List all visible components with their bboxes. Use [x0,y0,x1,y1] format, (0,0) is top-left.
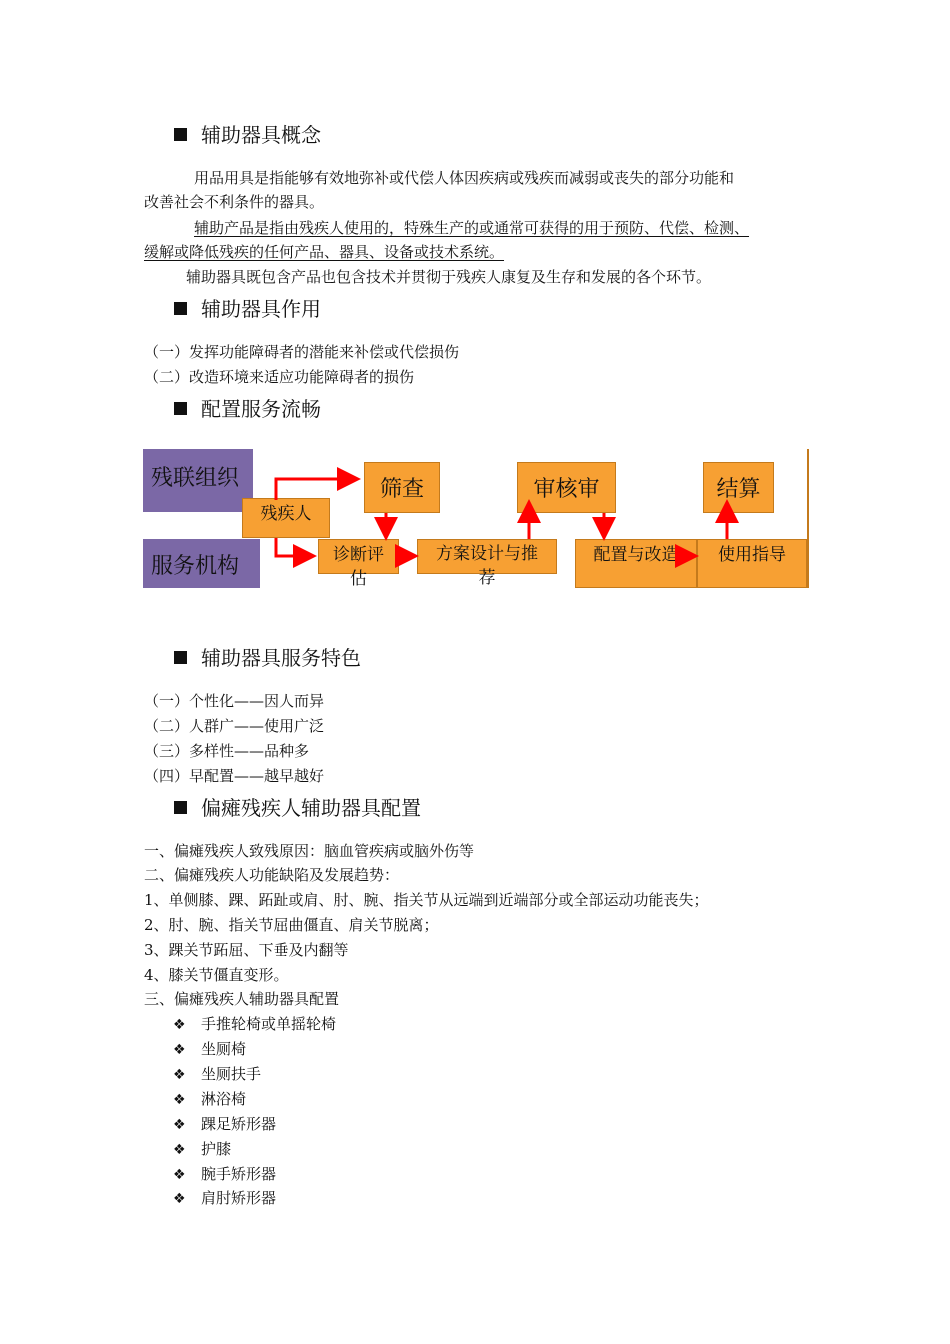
list-item: ❖ 腕手矫形器 [173,1163,276,1186]
box-fit: 配置与改造 [575,539,697,588]
square-bullet-icon [174,651,187,664]
concept-p2-line1: 辅助产品是指由残疾人使用的，特殊生产的或通常可获得的用于预防、代偿、检测、 [194,219,750,237]
box-person: 残疾人 [242,498,330,538]
box-service: 服务机构 [143,539,260,588]
concept-p2-line2: 缓解或降低残疾的任何产品、器具、设备或技术系统。 [144,243,505,261]
heading-hemiplegia: 偏瘫残疾人辅助器具配置 [174,796,421,820]
square-bullet-icon [174,402,187,415]
diamond-bullet-icon: ❖ [173,1042,186,1058]
heading-features: 辅助器具服务特色 [174,646,361,670]
list-item: ❖ 淋浴椅 [173,1088,246,1111]
square-bullet-icon [174,801,187,814]
diamond-bullet-icon: ❖ [173,1067,186,1083]
features-item-3: （三）多样性——品种多 [144,742,310,760]
square-bullet-icon [174,128,187,141]
function-item-2: （二）改造环境来适应功能障碍者的损伤 [144,368,415,386]
box-settle: 结算 [703,462,774,513]
list-item: ❖ 护膝 [173,1138,231,1161]
diamond-bullet-icon: ❖ [173,1142,186,1158]
square-bullet-icon [174,302,187,315]
diamond-bullet-icon: ❖ [173,1191,186,1207]
box-plan: 方案设计与推 荐 [417,539,557,574]
features-item-2: （二）人群广——使用广泛 [144,717,325,735]
box-screen: 筛查 [364,462,440,513]
list-item: ❖ 手推轮椅或单摇轮椅 [173,1013,336,1036]
features-item-4: （四）早配置——越早越好 [144,767,325,785]
features-item-1: （一）个性化——因人而异 [144,692,325,710]
arrow-person-to-screen [276,479,352,500]
arrow-person-to-diagnose [276,538,308,556]
hemi-line-7: 三、偏瘫残疾人辅助器具配置 [144,990,340,1008]
diamond-bullet-icon: ❖ [173,1167,186,1183]
hemi-line-3: 1、单侧膝、踝、跖趾或肩、肘、腕、指关节从远端到近端部分或全部运动功能丧失； [144,891,709,909]
diamond-bullet-icon: ❖ [173,1017,186,1033]
function-item-1: （一）发挥功能障碍者的潜能来补偿或代偿损伤 [144,343,460,361]
hemi-line-4: 2、肘、腕、指关节屈曲僵直、肩关节脱离； [144,916,439,934]
box-org: 残联组织 [143,449,253,512]
hemi-line-2: 二、偏瘫残疾人功能缺陷及发展趋势： [144,866,400,884]
diamond-bullet-icon: ❖ [173,1117,186,1133]
diamond-bullet-icon: ❖ [173,1092,186,1108]
list-item: ❖ 肩肘矫形器 [173,1187,276,1210]
hemi-line-6: 4、膝关节僵直变形。 [144,966,289,984]
hemi-line-5: 3、踝关节跖屈、下垂及内翻等 [144,941,349,959]
box-diagnose: 诊断评 估 [318,539,399,574]
concept-p3: 辅助器具既包含产品也包含技术并贯彻于残疾人康复及生存和发展的各个环节。 [186,268,712,286]
flow-right-border [807,449,809,588]
list-item: ❖ 坐厕椅 [173,1038,246,1061]
concept-p1-line1: 用品用具是指能够有效地弥补或代偿人体因疾病或残疾而减弱或丧失的部分功能和 [194,169,735,187]
heading-flow: 配置服务流畅 [174,397,321,421]
list-item: ❖ 坐厕扶手 [173,1063,261,1086]
heading-function: 辅助器具作用 [174,297,321,321]
hemi-line-1: 一、偏瘫残疾人致残原因：脑血管疾病或脑外伤等 [144,842,475,860]
box-review: 审核审 [517,462,616,513]
list-item: ❖ 踝足矫形器 [173,1113,276,1136]
box-guide: 使用指导 [697,539,807,588]
heading-concept: 辅助器具概念 [174,123,321,147]
concept-p1-line2: 改善社会不利条件的器具。 [144,193,325,211]
